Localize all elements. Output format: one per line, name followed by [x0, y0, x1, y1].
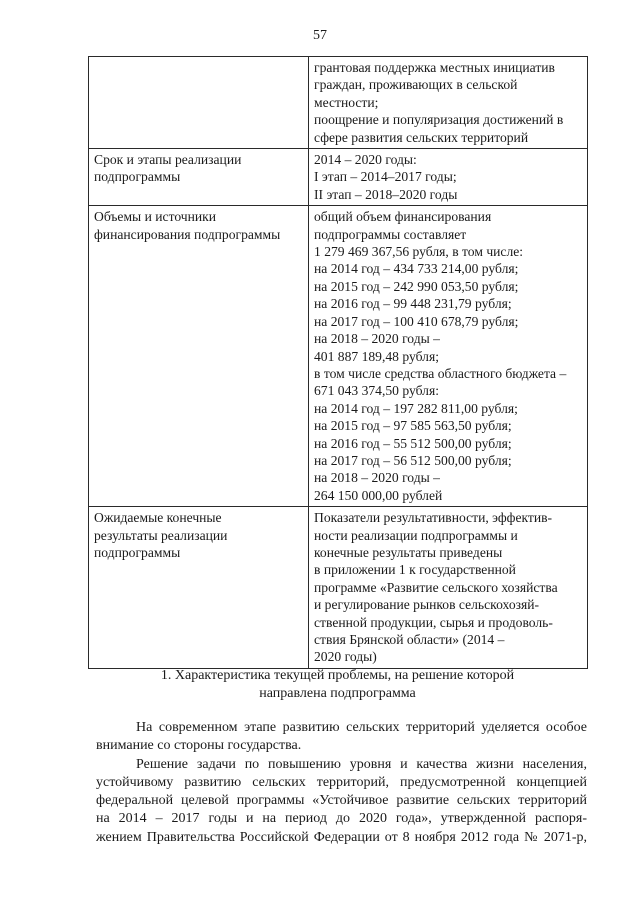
- cell-line: на 2014 год – 434 733 214,00 рубля;: [314, 261, 519, 277]
- table-row: [89, 507, 588, 669]
- cell-line: в том числе средства областного бюджета –: [314, 365, 567, 381]
- cell-line: подпрограммы составляет: [314, 226, 467, 242]
- cell-line: на 2015 год – 242 990 053,50 рубля;: [314, 278, 519, 294]
- section-title-line: 1. Характеристика текущей проблемы, на решение которой: [160, 668, 515, 683]
- paragraph-line: Решение задачи по повышению уровня и качества жизни населения,: [136, 756, 587, 772]
- paragraph: [96, 719, 587, 756]
- cell-line: финансирования подпрограммы: [94, 226, 281, 242]
- cell-line: поощрение и популяризация достижений в: [314, 112, 564, 128]
- cell-line: граждан, проживающих в сельской: [314, 77, 518, 93]
- paragraph-line: внимание со стороны государства.: [96, 738, 302, 754]
- cell-line: на 2016 год – 55 512 500,00 рубля;: [314, 435, 512, 451]
- paragraph-line: устойчивому развитию сельских территорий, предусмотренной концепцией: [96, 774, 587, 790]
- cell-line: на 2018 – 2020 годы –: [314, 470, 440, 486]
- cell-line: 671 043 374,50 рубля:: [314, 383, 439, 399]
- cell-line: результаты реализации: [94, 527, 228, 543]
- row-label-cell: [89, 206, 309, 507]
- section-title-line: направлена подпрограмма: [259, 685, 416, 701]
- cell-line: на 2016 год – 99 448 231,79 рубля;: [314, 296, 512, 312]
- cell-line: 264 150 000,00 рублей: [314, 487, 443, 503]
- cell-line: конечные результаты приведены: [314, 544, 503, 560]
- cell-line: I этап – 2014–2017 годы;: [314, 169, 457, 185]
- table-row: [89, 206, 588, 507]
- cell-line: в приложении 1 к государственной: [314, 562, 516, 578]
- row-content-cell: [309, 507, 588, 669]
- cell-line: Показатели результативности, эффектив-: [314, 510, 553, 526]
- row-label-cell: [89, 57, 309, 149]
- cell-line: 401 887 189,48 рубля;: [314, 348, 439, 364]
- row-content-cell: [309, 149, 588, 206]
- paragraph-line: На современном этапе развитию сельских территорий уделяется особое: [136, 720, 587, 735]
- table-row: [89, 57, 588, 149]
- cell-line: Ожидаемые конечные: [94, 510, 222, 526]
- cell-line: на 2018 – 2020 годы –: [314, 331, 440, 347]
- cell-line: ности реализации подпрограммы и: [314, 527, 518, 543]
- cell-line: 2014 – 2020 годы:: [314, 152, 417, 168]
- cell-line: на 2015 год – 97 585 563,50 рубля;: [314, 418, 512, 434]
- table-row: [89, 149, 588, 206]
- cell-line: местности;: [314, 94, 379, 110]
- cell-line: сфере развития сельских территорий: [314, 129, 529, 145]
- cell-line: ственной продукции, сырья и продоволь-: [314, 614, 553, 630]
- body-text: [96, 719, 587, 847]
- cell-line: ствия Брянской области» (2014 –: [314, 632, 505, 647]
- cell-line: на 2014 год – 197 282 811,00 рубля;: [314, 400, 518, 416]
- paragraph: [96, 756, 587, 847]
- paragraph-line: на 2014 – 2017 годы и на период до 2020 года», утвержденной распоря-: [96, 811, 587, 827]
- cell-line: грантовая поддержка местных инициатив: [314, 60, 555, 75]
- page-number: 57: [313, 28, 327, 43]
- cell-line: 1 279 469 367,56 рубля, в том числе:: [314, 244, 524, 260]
- cell-line: и регулирование рынков сельскохозяй-: [314, 597, 540, 613]
- cell-line: на 2017 год – 100 410 678,79 рубля;: [314, 313, 519, 329]
- cell-line: программе «Развитие сельского хозяйства: [314, 579, 558, 595]
- subprogram-passport-table: [88, 56, 588, 669]
- cell-line: общий объем финансирования: [314, 209, 492, 225]
- paragraph-line: жением Правительства Российской Федерации от 8 ноября 2012 года № 2071-р,: [96, 829, 587, 845]
- cell-line: Срок и этапы реализации: [94, 152, 242, 168]
- row-label-cell: [89, 149, 309, 206]
- paragraph-line: федеральной целевой программы «Устойчивое развитие сельских территорий: [96, 793, 587, 809]
- cell-line: Объемы и источники: [94, 209, 217, 225]
- cell-line: на 2017 год – 56 512 500,00 рубля;: [314, 452, 512, 468]
- cell-line: подпрограммы: [94, 544, 181, 560]
- row-content-cell: [309, 206, 588, 507]
- section-title: [88, 667, 587, 702]
- cell-line: подпрограммы: [94, 169, 181, 185]
- cell-line: 2020 годы): [314, 649, 377, 665]
- row-content-cell: [309, 57, 588, 149]
- row-label-cell: [89, 507, 309, 669]
- cell-line: II этап – 2018–2020 годы: [314, 186, 458, 202]
